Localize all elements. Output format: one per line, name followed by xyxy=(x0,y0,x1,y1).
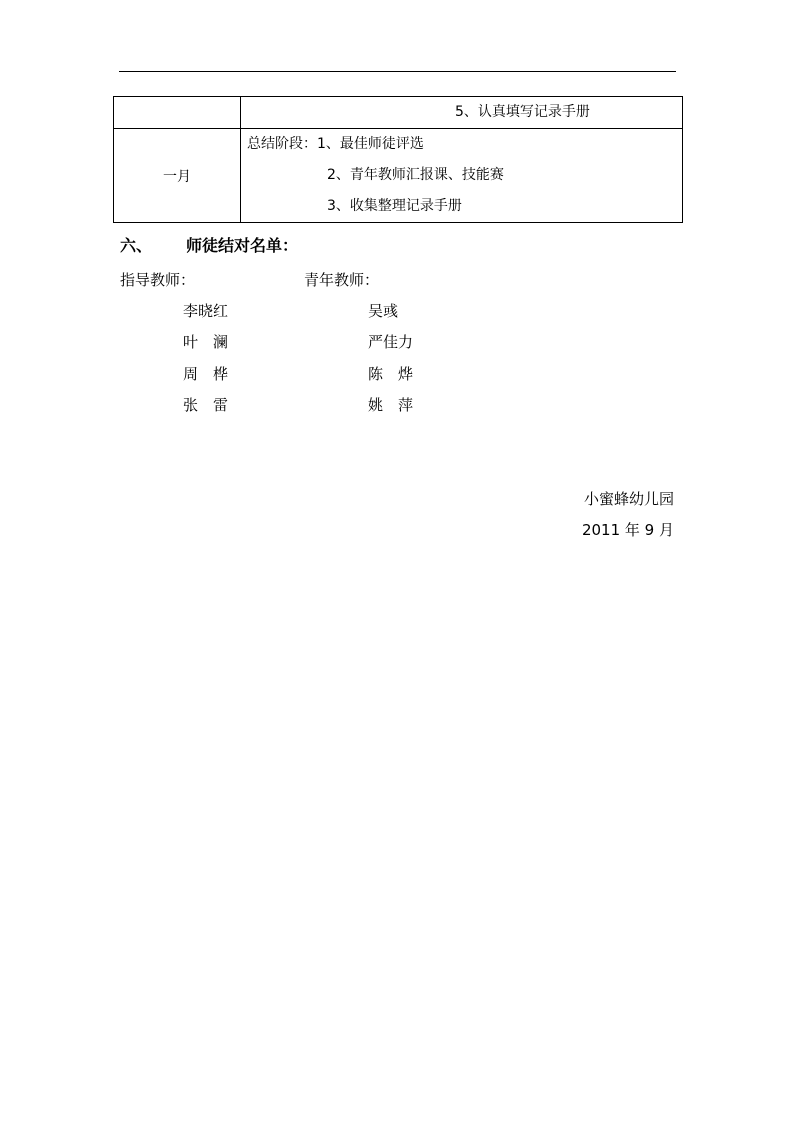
plan-line: 5、认真填写记录手册 xyxy=(455,104,590,120)
young-teacher-name: 陈 烨 xyxy=(368,365,414,383)
young-teacher-name: 严佳力 xyxy=(368,333,414,351)
young-teacher-name: 吴彧 xyxy=(368,302,399,320)
mentor-name: 张 雷 xyxy=(183,396,229,414)
plan-line: 3、收集整理记录手册 xyxy=(327,198,462,214)
table-row xyxy=(114,129,683,223)
mentor-header: 指导教师： xyxy=(120,271,196,289)
mentor-name: 周 桦 xyxy=(183,365,229,383)
young-header: 青年教师： xyxy=(304,271,380,289)
footer-organization: 小蜜蜂幼儿园 xyxy=(583,490,674,508)
content-cell xyxy=(241,97,683,129)
section-title: 师徒结对名单： xyxy=(186,236,299,255)
content-cell xyxy=(241,129,683,223)
month-cell: 一月 xyxy=(114,129,241,223)
plan-line: 总结阶段：1、最佳师徒评选 xyxy=(247,136,424,152)
mentor-name: 叶 澜 xyxy=(183,333,229,351)
month-cell xyxy=(114,97,241,129)
footer-date: 2011 年 9 月 xyxy=(581,521,674,539)
table-row xyxy=(114,97,683,129)
section-number: 六、 xyxy=(120,236,153,255)
plan-line: 2、青年教师汇报课、技能赛 xyxy=(327,167,504,183)
section-heading xyxy=(120,233,298,256)
header-rule xyxy=(119,71,676,72)
mentor-name: 李晓红 xyxy=(183,302,229,320)
young-teacher-name: 姚 萍 xyxy=(368,396,414,414)
plan-table xyxy=(113,96,683,223)
